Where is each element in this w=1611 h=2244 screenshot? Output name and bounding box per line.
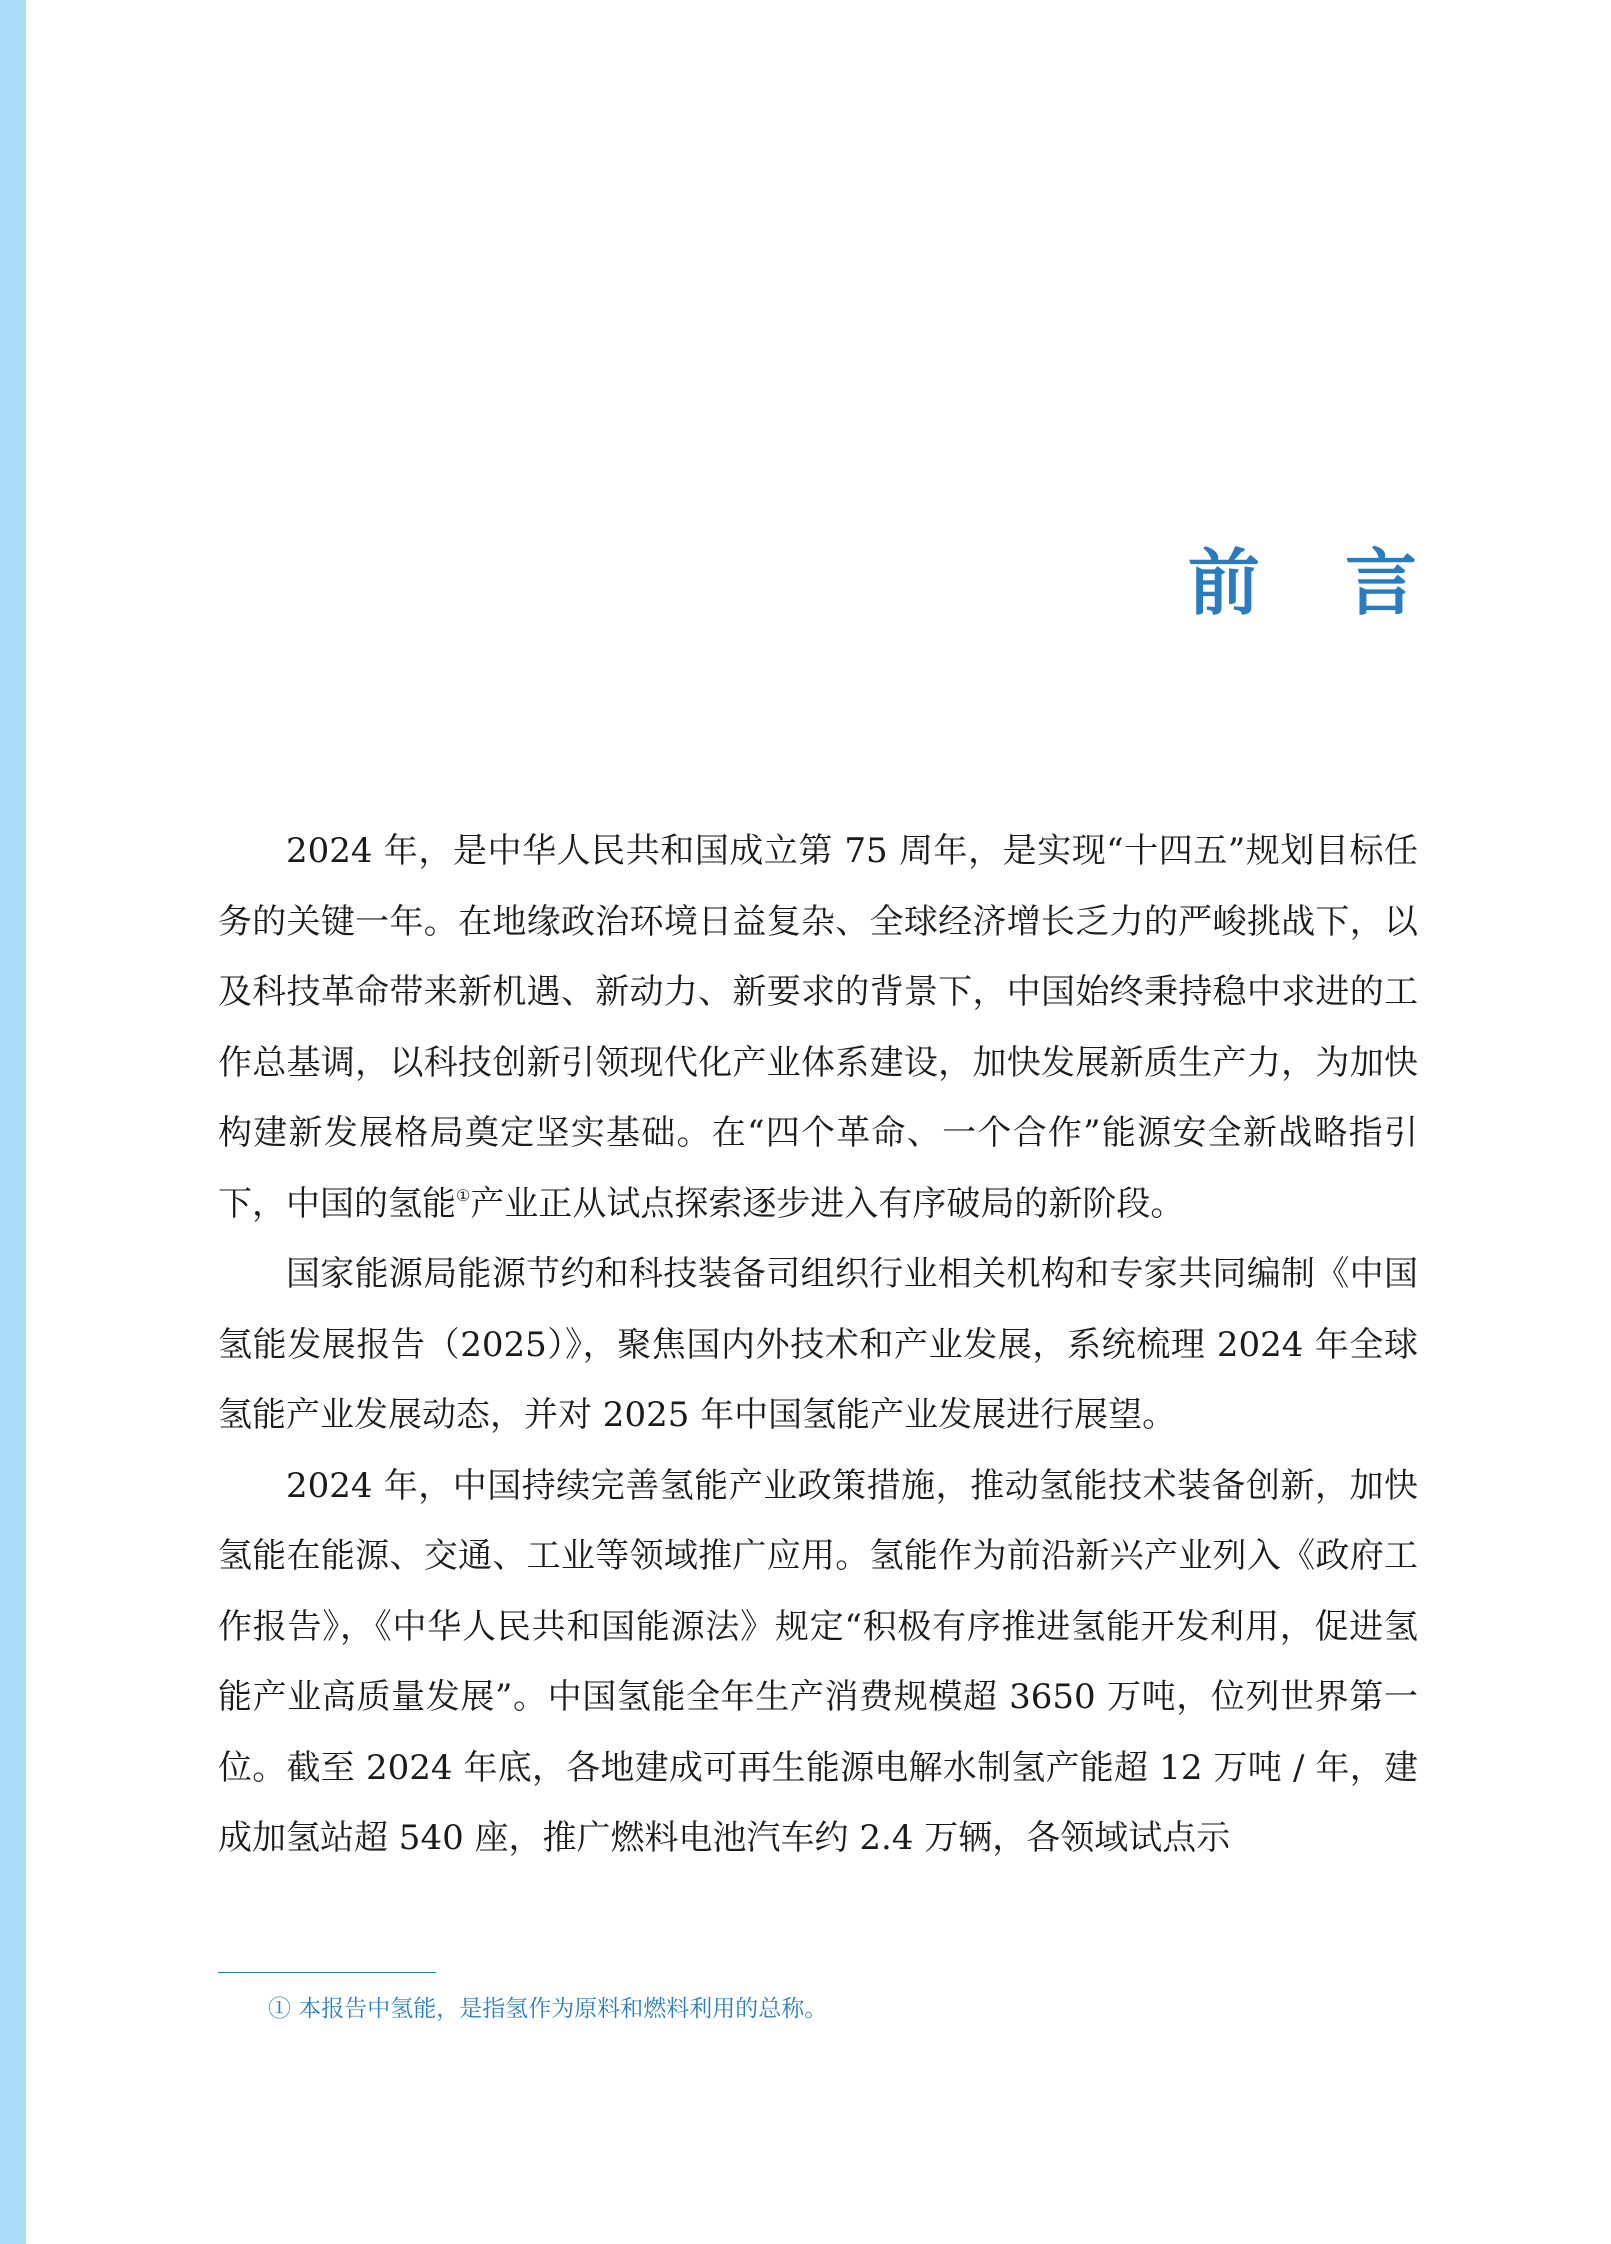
page-title: 前 言 — [1187, 540, 1447, 625]
paragraph-1 — [218, 816, 1418, 1239]
side-color-strip — [0, 0, 26, 2244]
footnote-text: ① 本报告中氢能，是指氢作为原料和燃料利用的总称。 — [268, 1996, 828, 2022]
footnote-divider — [218, 1972, 436, 1973]
body-text — [218, 816, 1418, 1874]
paragraph-2: 国家能源局能源节约和科技装备司组织行业相关机构和专家共同编制《中国氢能发展报告（2025）》，聚焦国内外技术和产业发展，系统梳理 2024 年全球氢能产业发展动态，并对 2025 年中国氢能产业发展进行展望。 — [218, 1254, 1418, 1435]
paragraph-1-part-a: 2024 年，是中华人民共和国成立第 75 周年，是实现“十四五”规划目标任务的关键一年。在地缘政治环境日益复杂、全球经济增长乏力的严峻挑战下，以及科技革命带来新机遇、新动力、新要求的背景下，中国始终秉持稳中求进的工作总基调，以科技创新引领现代化产业体系建设，加快发展新质生产力，为加快构建新发展格局奠定坚实基础。在“四个革命、一个合作”能源安全新战略指引下，中国的氢能 — [218, 831, 1418, 1224]
footnote-reference-mark: ① — [456, 1185, 471, 1205]
paragraph-1-part-b: 产业正从试点探索逐步进入有序破局的新阶段。 — [470, 1183, 1185, 1224]
paragraph-3: 2024 年，中国持续完善氢能产业政策措施，推动氢能技术装备创新，加快氢能在能源、交通、工业等领域推广应用。氢能作为前沿新兴产业列入《政府工作报告》，《中华人民共和国能源法》规定“积极有序推进氢能开发利用，促进氢能产业高质量发展”。中国氢能全年生产消费规模超 3650 万吨，位列世界第一位。截至 2024 年底，各地建成可再生能源电解水制氢产能超 12 万吨 / 年，建成加氢站超 540 座，推广燃料电池汽车约 2.4 万辆，各领域试点示 — [218, 1465, 1418, 1858]
